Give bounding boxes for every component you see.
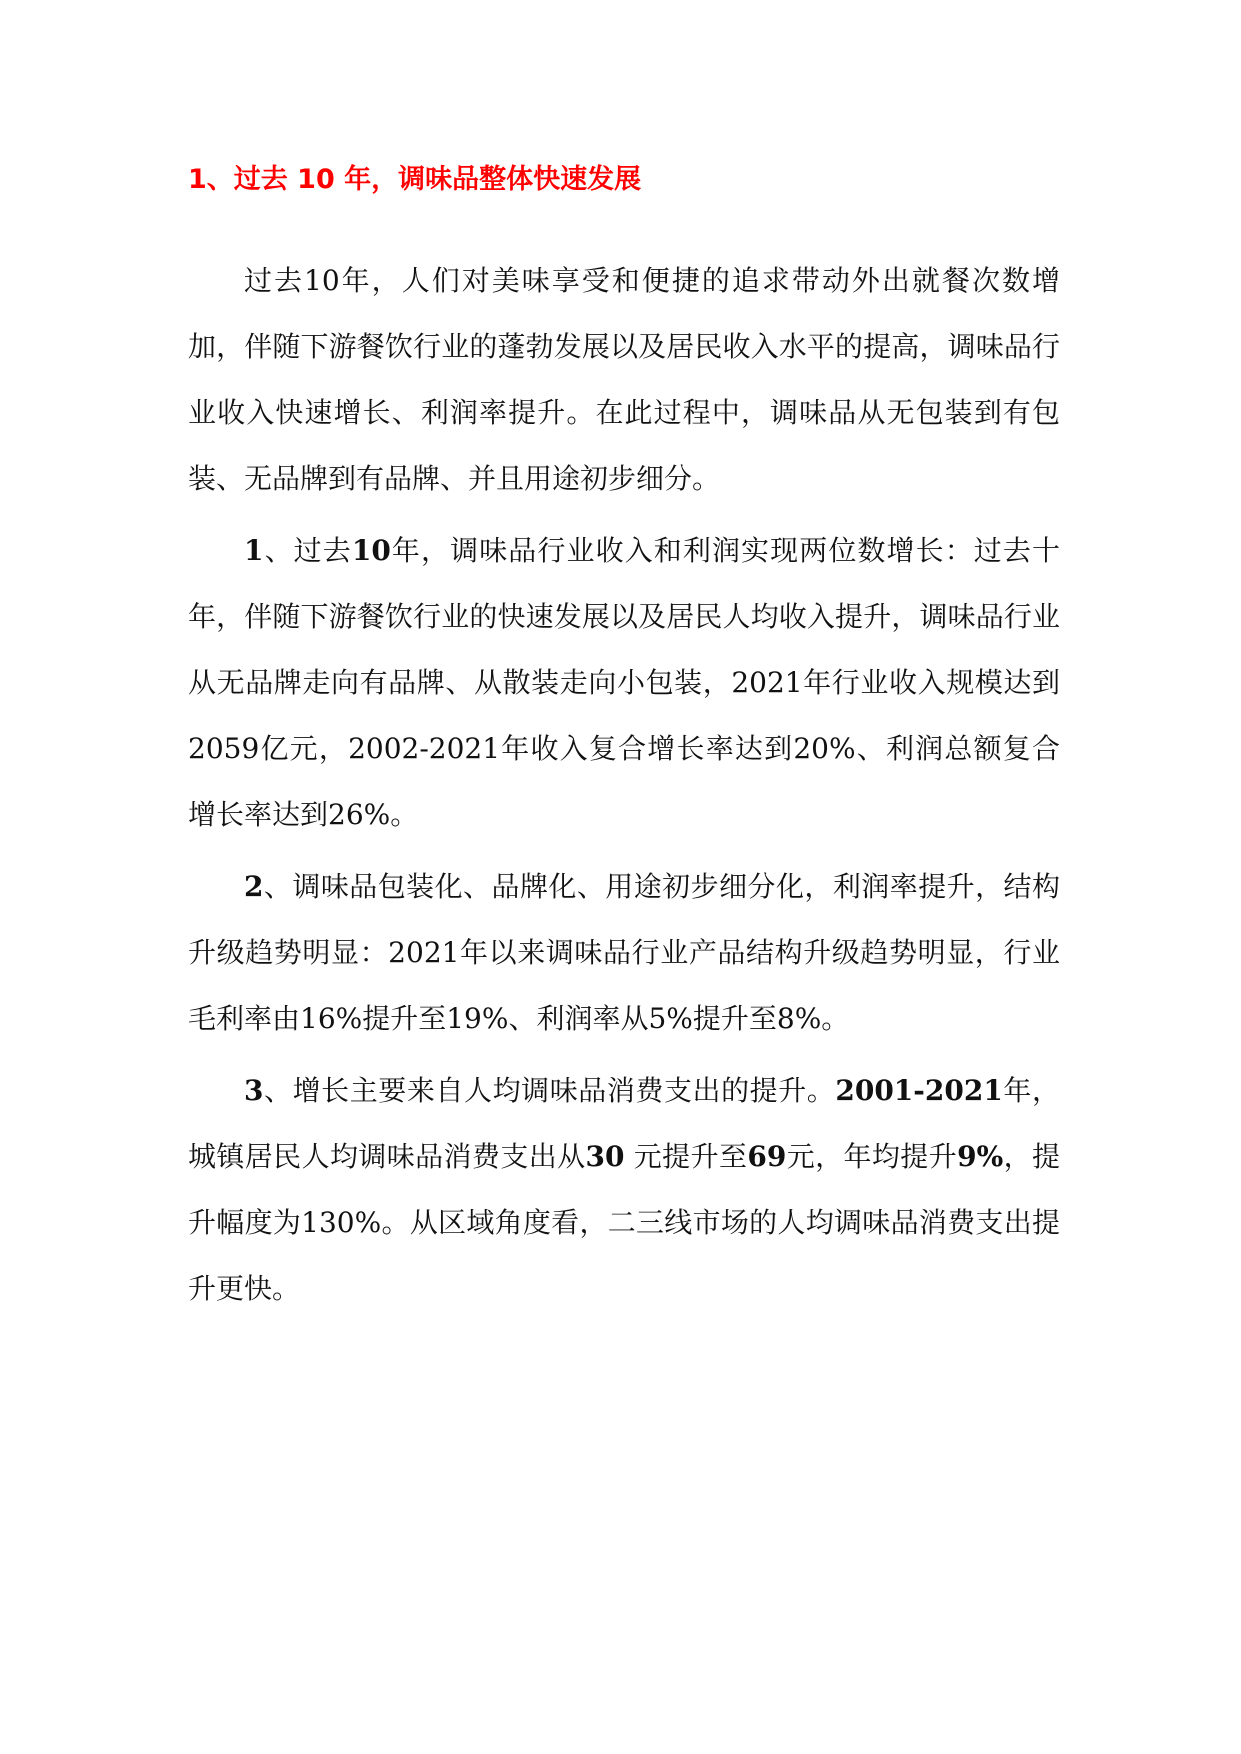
point-3-period: 2001-2021 [835, 1074, 1003, 1107]
point-3-annual-rate: 9% [957, 1140, 1004, 1173]
point-3-text-4: 元，年均提升 [786, 1140, 958, 1173]
point-1-years: 10 [351, 534, 391, 567]
point-2-paragraph [188, 854, 1060, 1052]
point-1-number: 1 [244, 534, 264, 567]
point-3-number: 3 [244, 1074, 264, 1107]
point-1-paragraph [188, 518, 1060, 848]
point-3-text-1: 、增长主要来自人均调味品消费支出的提升。 [263, 1074, 836, 1107]
point-3-paragraph [188, 1058, 1060, 1322]
point-3-to-value: 69 [747, 1140, 787, 1173]
point-1-text: 年，调味品行业收入和利润实现两位数增长：过去十年，伴随下游餐饮行业的快速发展以及居民人均收入提升，调味品行业从无品牌走向有品牌、从散装走向小包装，2021年行业收入规模达到2059亿元，2002-2021年收入复合增长率达到20%、利润总额复合增长率达到26%。 [188, 534, 1060, 831]
point-1-lead: 、过去 [263, 534, 352, 567]
point-2-number: 2 [244, 870, 264, 903]
point-3-text-5: ，提升幅度为130%。从区域角度看，二三线市场的人均调味品消费支出提升更快。 [188, 1140, 1060, 1305]
point-3-text-2: 年，城镇居民人均调味品消费支出从 [188, 1074, 1060, 1173]
point-3-from-value: 30 [585, 1140, 625, 1173]
point-3-text-3: 元提升至 [624, 1140, 748, 1173]
intro-paragraph: 过去10年，人们对美味享受和便捷的追求带动外出就餐次数增加，伴随下游餐饮行业的蓬勃发展以及居民收入水平的提高，调味品行业收入快速增长、利润率提升。在此过程中，调味品从无包装到有包装、无品牌到有品牌、并且用途初步细分。 [188, 264, 1060, 495]
document-page [188, 160, 1060, 1328]
point-2-text: 、调味品包装化、品牌化、用途初步细分化，利润率提升，结构升级趋势明显：2021年以来调味品行业产品结构升级趋势明显，行业毛利率由16%提升至19%、利润率从5%提升至8%。 [188, 870, 1060, 1035]
section-heading: 1、过去 10 年，调味品整体快速发展 [188, 164, 642, 195]
